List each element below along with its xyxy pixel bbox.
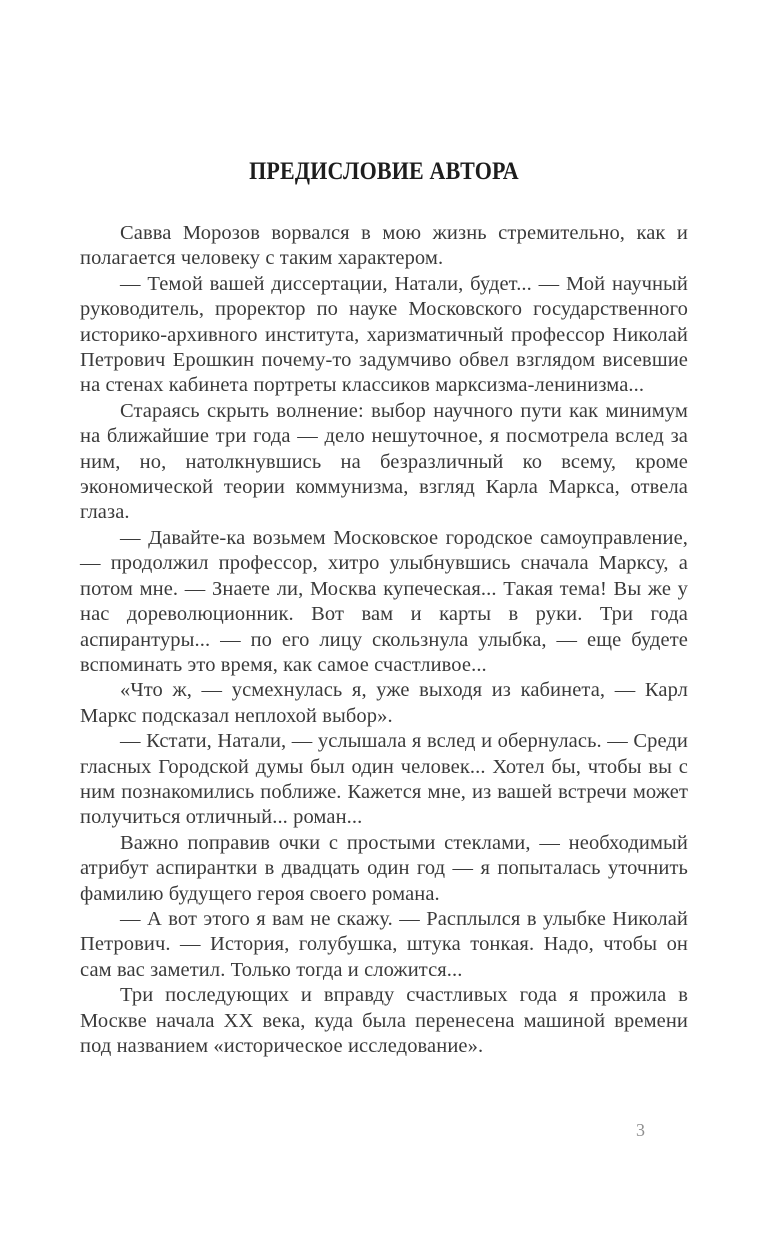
- text-block: [80, 221, 688, 1059]
- chapter-title: ПРЕДИСЛОВИЕ АВТОРА: [249, 158, 519, 185]
- paragraph: Савва Морозов ворвался в мою жизнь стремительно, как и полагается человеку с таким характером.: [80, 222, 688, 270]
- paragraph: — А вот этого я вам не скажу. — Расплылся в улыбке Николай Петрович. — История, голубушка, штука тонкая. Надо, чтобы он сам вас заметил. Только тогда и сложится...: [80, 907, 688, 981]
- paragraph: Важно поправив очки с простыми стеклами, — необходимый атрибут аспирантки в двадцать один год — я попыталась уточнить фамилию будущего героя своего романа.: [80, 831, 688, 905]
- paragraph: — Давайте-ка возьмем Московское городское самоуправление, — продолжил профессор, хитро улыбнувшись сначала Марксу, а потом мне. — Знаете ли, Москва купеческая... Такая тема! Вы же у нас дореволюционник. Вот вам и карты в руки. Три года аспирантуры... — по его лицу скользнула улыбка, — еще будете вспоминать это время, как самое счастливое...: [80, 526, 688, 676]
- paragraph: Три последующих и вправду счастливых года я прожила в Москве начала XX века, куда была перенесена машиной времени под названием «историческое исследование».: [80, 984, 688, 1057]
- paragraph: — Кстати, Натали, — услышала я вслед и обернулась. — Среди гласных Городской думы был один человек... Хотел бы, чтобы вы с ним познакомились поближе. Кажется мне, из вашей встречи может получиться отличный... роман...: [80, 730, 688, 829]
- paragraph: — Темой вашей диссертации, Натали, будет... — Мой научный руководитель, проректор по науке Московского государственного историко-архивного института, харизматичный профессор Николай Петрович Ерошкин почему-то задумчиво обвел взглядом висевшие на стенах кабинета портреты классиков марксизма-ленинизма...: [80, 272, 688, 397]
- paragraph: «Что ж, — усмехнулась я, уже выходя из кабинета, — Карл Маркс подсказал неплохой выбор».: [80, 679, 688, 727]
- page-number: 3: [636, 1120, 645, 1140]
- paragraph: Стараясь скрыть волнение: выбор научного пути как минимум на ближайшие три года — дело нешуточное, я посмотрела вслед за ним, но, натолкнувшись на безразличный ко всему, кроме экономической теории коммунизма, взгляд Карла Маркса, отвела глаза.: [80, 399, 688, 524]
